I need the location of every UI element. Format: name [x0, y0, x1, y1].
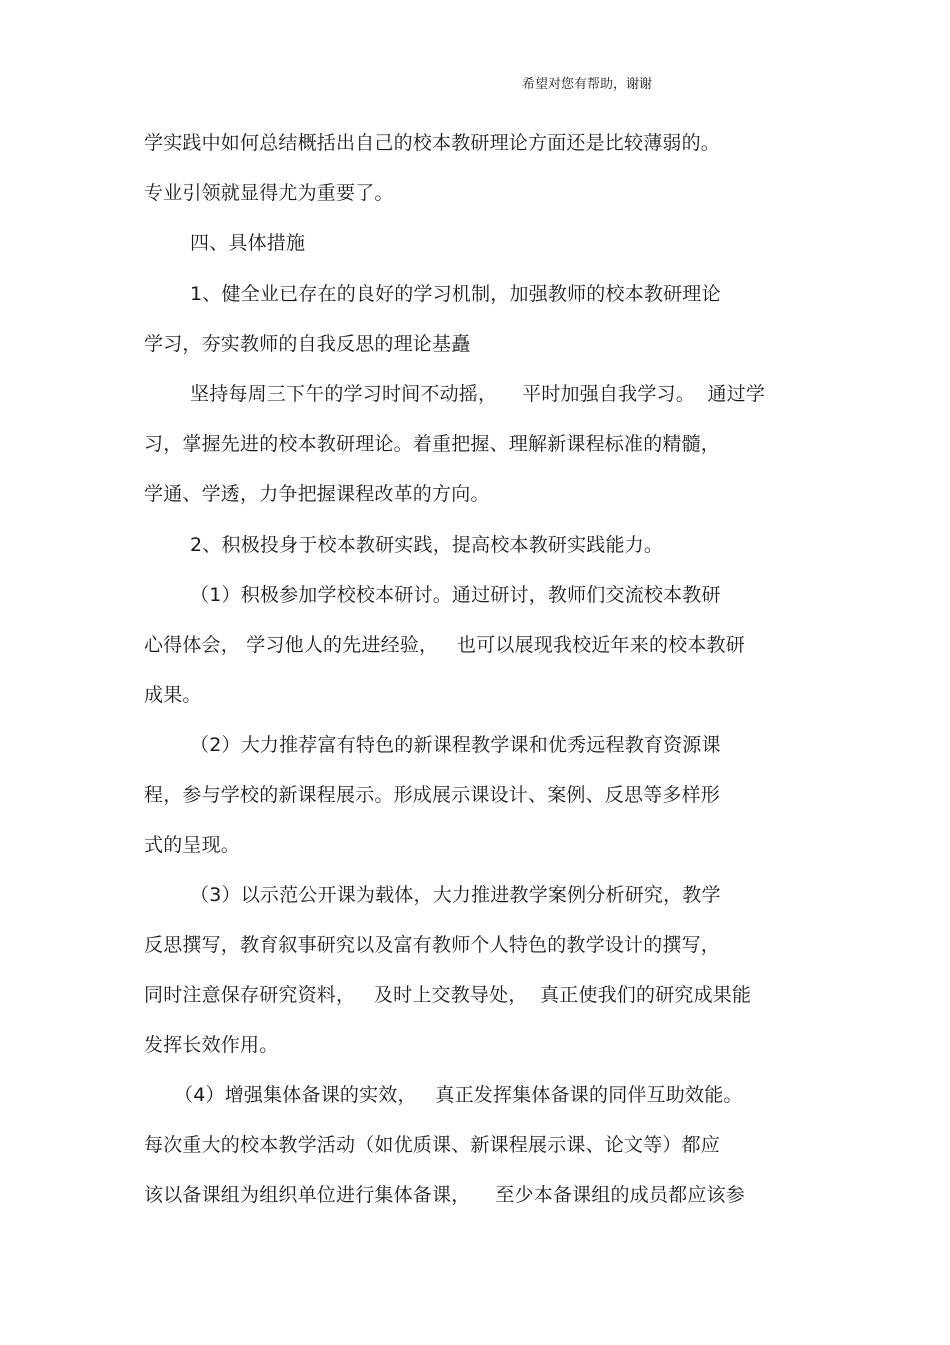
text-line: 1、健全业已存在的良好的学习机制，加强教师的校本教研理论 — [190, 283, 721, 305]
text-line: （2）大力推荐富有特色的新课程教学课和优秀远程教育资源课 — [190, 734, 721, 756]
text-line: （3）以示范公开课为载体，大力推进教学案例分析研究，教学 — [190, 884, 721, 906]
text-line: 2、积极投身于校本教研实践，提高校本教研实践能力。 — [190, 534, 664, 556]
text-line: 学实践中如何总结概括出自己的校本教研理论方面还是比较薄弱的。 — [144, 132, 721, 154]
page-header-note: 希望对您有帮助，谢谢 — [522, 77, 653, 92]
section-heading: 四、具体措施 — [190, 232, 306, 254]
text-line: 每次重大的校本教学活动（如优质课、新课程展示课、论文等）都应 — [144, 1134, 721, 1156]
text-line: 坚持每周三下午的学习时间不动摇， 平时加强自我学习。 通过学 — [190, 383, 766, 405]
text-line: （1）积极参加学校校本研讨。通过研讨，教师们交流校本教研 — [190, 584, 721, 606]
text-line: 发挥长效作用。 — [144, 1034, 279, 1056]
text-line: 同时注意保存研究资料， 及时上交教导处， 真正使我们的研究成果能 — [144, 984, 752, 1006]
text-line: 反思撰写，教育叙事研究以及富有教师个人特色的教学设计的撰写， — [144, 934, 721, 956]
text-line: 学通、学透，力争把握课程改革的方向。 — [144, 483, 490, 505]
text-line: 学习，夯实教师的自我反思的理论基矗 — [144, 333, 471, 355]
text-line: 成果。 — [144, 684, 202, 706]
text-line: 习，掌握先进的校本教研理论。着重把握、理解新课程标准的精髓， — [144, 433, 721, 455]
text-line: 该以备课组为组织单位进行集体备课， 至少本备课组的成员都应该参 — [144, 1184, 745, 1206]
text-line: 专业引领就显得尤为重要了。 — [144, 182, 394, 204]
text-line: 心得体会， 学习他人的先进经验， 也可以展现我校近年来的校本教研 — [144, 634, 745, 656]
text-line: （4）增强集体备课的实效， 真正发挥集体备课的同伴互助效能。 — [174, 1084, 743, 1106]
text-line: 程，参与学校的新课程展示。形成展示课设计、案例、反思等多样形 — [144, 784, 721, 806]
text-line: 式的呈现。 — [144, 834, 241, 856]
